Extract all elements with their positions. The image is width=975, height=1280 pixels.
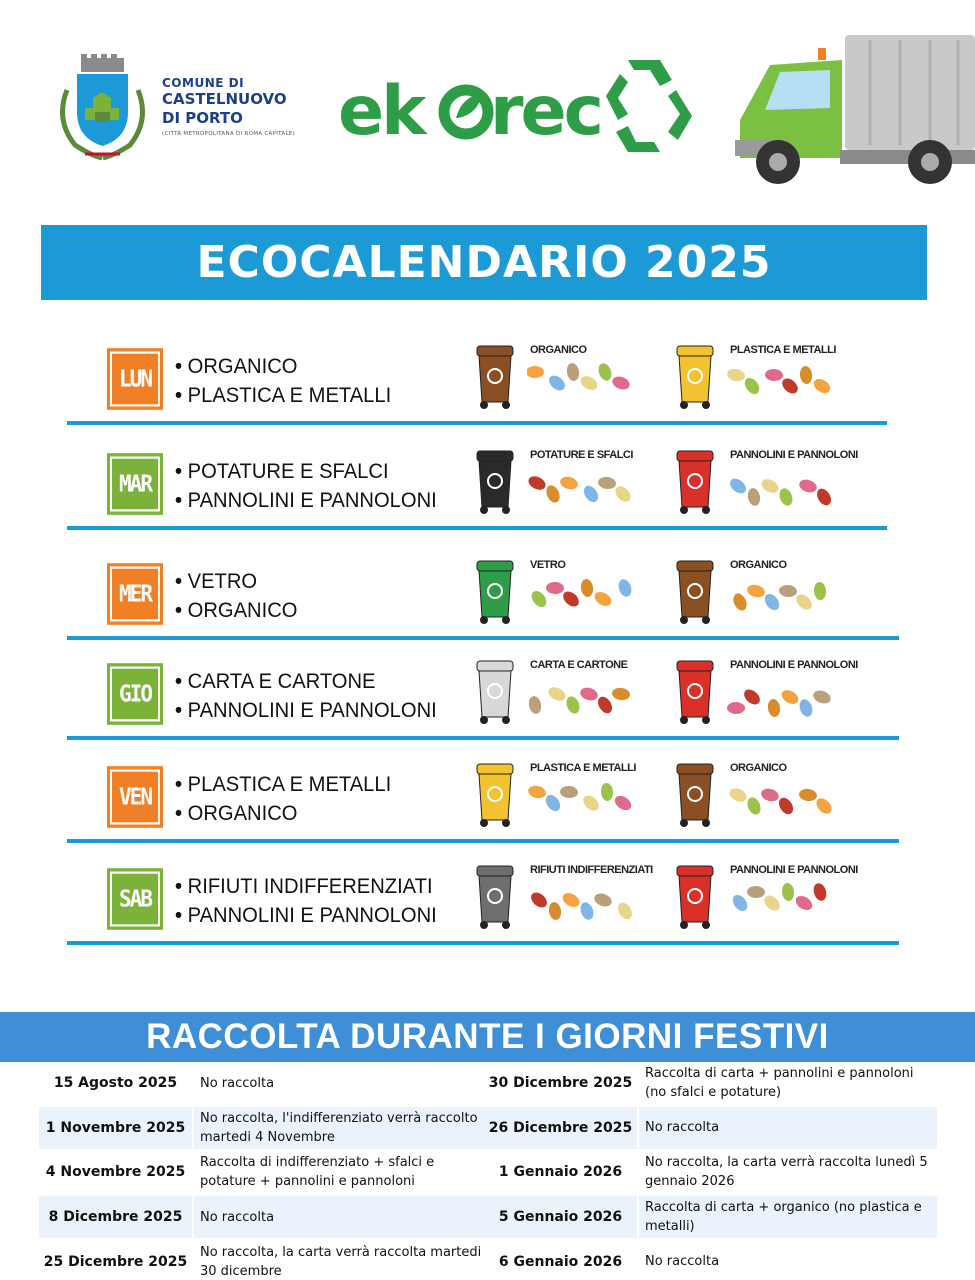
page-header <box>0 0 975 200</box>
waste-bin-icon <box>475 762 515 828</box>
waste-illustration-icon <box>727 575 842 630</box>
waste-type-item: • PLASTICA E METALLI <box>175 770 391 799</box>
holidays-title-band <box>0 1012 975 1062</box>
bin-label: CARTA E CARTONE <box>530 659 628 671</box>
waste-bin-icon <box>675 344 715 410</box>
day-badge: GIO <box>110 667 160 722</box>
waste-bin-icon <box>675 659 715 725</box>
waste-type-item: • ORGANICO <box>175 352 391 381</box>
waste-bin-icon <box>675 864 715 930</box>
schedule-row-lun <box>67 330 887 425</box>
holiday-row <box>39 1107 492 1152</box>
waste-type-item: • RIFIUTI INDIFFERENZIATI <box>175 872 437 901</box>
schedule-row-gio <box>67 645 899 740</box>
holidays-table-right <box>484 1062 937 1280</box>
waste-illustration-icon <box>527 575 642 630</box>
waste-illustration-icon <box>527 360 642 415</box>
holiday-note: Raccolta di indifferenziato + sfalci e potature + pannolini e pannoloni <box>194 1151 492 1194</box>
waste-type-item: • CARTA E CARTONE <box>175 667 437 696</box>
bin-label: RIFIUTI INDIFFERENZIATI <box>530 864 653 876</box>
waste-type-list <box>175 872 448 930</box>
garbage-truck-icon <box>730 30 975 190</box>
holiday-note: No raccolta, la carta verrà raccolta lunedì 5 gennaio 2026 <box>639 1151 937 1194</box>
municipal-crest-icon <box>55 50 150 160</box>
schedule-row-mer <box>67 545 899 640</box>
holiday-row <box>39 1062 492 1107</box>
holiday-row <box>484 1151 937 1196</box>
holiday-note: Raccolta di carta + organico (no plastica e metalli) <box>639 1196 937 1239</box>
holiday-date: 30 Dicembre 2025 <box>484 1062 639 1105</box>
waste-type-item: • VETRO <box>175 567 297 596</box>
holiday-row <box>484 1240 937 1280</box>
holiday-date: 25 Dicembre 2025 <box>39 1240 194 1280</box>
holiday-row <box>39 1151 492 1196</box>
holiday-note: No raccolta <box>194 1062 492 1105</box>
waste-type-item: • ORGANICO <box>175 596 297 625</box>
schedule-row-mar <box>67 435 887 530</box>
waste-bin-icon <box>475 449 515 515</box>
waste-illustration-icon <box>727 360 842 415</box>
waste-type-item: • PLASTICA E METALLI <box>175 381 391 410</box>
bin-label: PLASTICA E METALLI <box>530 762 636 774</box>
calendar-title-band <box>41 225 927 300</box>
holiday-date: 6 Gennaio 2026 <box>484 1240 639 1280</box>
bin-label: POTATURE E SFALCI <box>530 449 633 461</box>
waste-type-item: • ORGANICO <box>175 799 391 828</box>
comune-subtitle: (CITTÀ METROPOLITANA DI ROMA CAPITALE) <box>162 131 296 137</box>
waste-bin-icon <box>675 559 715 625</box>
waste-bin-icon <box>675 449 715 515</box>
waste-bin-icon <box>475 559 515 625</box>
holidays-table-left <box>39 1062 492 1280</box>
bin-label: ORGANICO <box>730 762 787 774</box>
holiday-date: 5 Gennaio 2026 <box>484 1196 639 1239</box>
bin-label: PANNOLINI E PANNOLONI <box>730 864 858 876</box>
waste-type-item: • POTATURE E SFALCI <box>175 457 437 486</box>
comune-line3: DI PORTO <box>162 109 243 127</box>
bin-label: ORGANICO <box>530 344 587 356</box>
waste-type-item: • PANNOLINI E PANNOLONI <box>175 696 437 725</box>
bin-label: PANNOLINI E PANNOLONI <box>730 449 858 461</box>
bin-label: VETRO <box>530 559 566 571</box>
ekorec-wordmark: ek <box>338 72 424 151</box>
waste-type-item: • PANNOLINI E PANNOLONI <box>175 901 437 930</box>
day-badge: MAR <box>110 457 160 512</box>
holiday-date: 8 Dicembre 2025 <box>39 1196 194 1239</box>
comune-line2: CASTELNUOVO <box>162 90 287 108</box>
waste-type-list <box>175 457 448 515</box>
holiday-date: 1 Gennaio 2026 <box>484 1151 639 1194</box>
bin-label: ORGANICO <box>730 559 787 571</box>
waste-illustration-icon <box>727 778 842 833</box>
waste-type-list <box>175 667 448 725</box>
waste-bin-icon <box>675 762 715 828</box>
waste-illustration-icon <box>727 465 842 520</box>
day-badge: VEN <box>110 770 160 825</box>
waste-bin-icon <box>475 659 515 725</box>
waste-illustration-icon <box>527 778 642 833</box>
waste-type-list <box>175 770 400 828</box>
waste-illustration-icon <box>527 880 642 935</box>
holiday-row <box>484 1196 937 1241</box>
waste-bin-icon <box>475 344 515 410</box>
holiday-row <box>39 1240 492 1280</box>
ekorec-logo <box>338 52 698 162</box>
waste-illustration-icon <box>727 675 842 730</box>
schedule-row-sab <box>67 850 899 945</box>
holiday-note: No raccolta <box>639 1240 937 1280</box>
holiday-date: 4 Novembre 2025 <box>39 1151 194 1194</box>
day-badge: LUN <box>110 352 160 407</box>
holiday-note: No raccolta <box>194 1196 492 1239</box>
holiday-date: 1 Novembre 2025 <box>39 1107 194 1150</box>
holidays-title: RACCOLTA DURANTE I GIORNI FESTIVI <box>146 1017 829 1056</box>
comune-name <box>162 76 295 137</box>
holiday-note: Raccolta di carta + pannolini e pannoloni (no sfalci e potature) <box>639 1062 937 1105</box>
holiday-row <box>484 1062 937 1107</box>
comune-line1: COMUNE DI <box>162 76 245 90</box>
holiday-note: No raccolta, la carta verrà raccolta martedi 30 dicembre <box>194 1240 492 1280</box>
day-badge: SAB <box>110 872 160 927</box>
bin-label: PANNOLINI E PANNOLONI <box>730 659 858 671</box>
calendar-title: ECOCALENDARIO 2025 <box>196 237 772 288</box>
day-badge: MER <box>110 567 160 622</box>
holiday-note: No raccolta, l'indifferenziato verrà raccolto martedi 4 Novembre <box>194 1107 492 1150</box>
holiday-row <box>39 1196 492 1241</box>
waste-illustration-icon <box>527 675 642 730</box>
waste-bin-icon <box>475 864 515 930</box>
svg-text:rec: rec <box>490 72 601 151</box>
waste-type-item: • PANNOLINI E PANNOLONI <box>175 486 437 515</box>
bin-label: PLASTICA E METALLI <box>730 344 836 356</box>
holiday-row <box>484 1107 937 1152</box>
holiday-date: 26 Dicembre 2025 <box>484 1107 639 1150</box>
holiday-note: No raccolta <box>639 1107 937 1150</box>
schedule-row-ven <box>67 748 899 843</box>
holiday-date: 15 Agosto 2025 <box>39 1062 194 1105</box>
ekorec-logo-icon <box>338 52 698 162</box>
waste-type-list <box>175 352 400 410</box>
waste-type-list <box>175 567 303 625</box>
waste-illustration-icon <box>527 465 642 520</box>
waste-illustration-icon <box>727 880 842 935</box>
